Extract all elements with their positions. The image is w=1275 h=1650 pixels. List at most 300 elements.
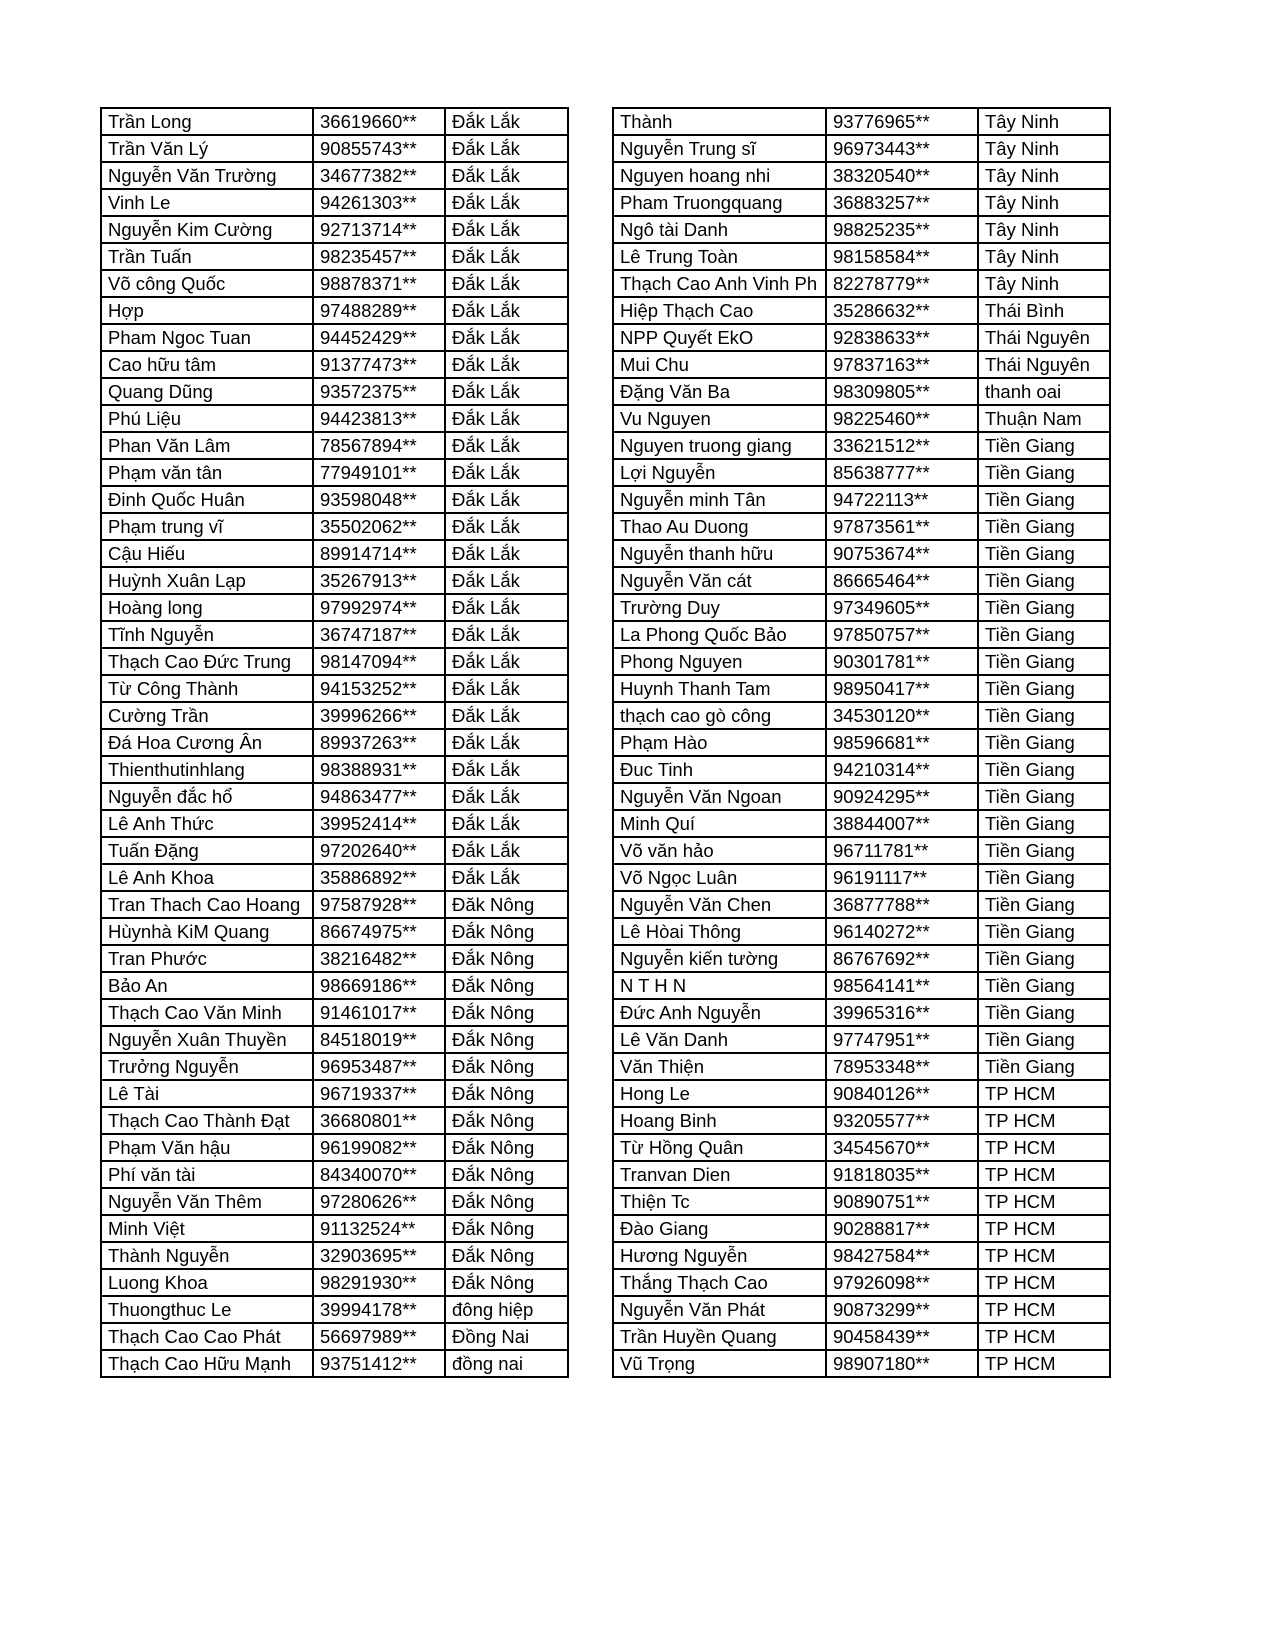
name-cell: Từ Công Thành bbox=[101, 675, 313, 702]
phone-cell: 98825235** bbox=[826, 216, 978, 243]
province-cell: Đắk Nông bbox=[445, 945, 568, 972]
table-row bbox=[613, 513, 1110, 540]
phone-cell: 97587928** bbox=[313, 891, 445, 918]
name-cell: Trường Duy bbox=[613, 594, 826, 621]
phone-cell: 90458439** bbox=[826, 1323, 978, 1350]
name-cell: Phong Nguyen bbox=[613, 648, 826, 675]
phone-cell: 98225460** bbox=[826, 405, 978, 432]
phone-cell: 96953487** bbox=[313, 1053, 445, 1080]
phone-cell: 90288817** bbox=[826, 1215, 978, 1242]
phone-cell: 36883257** bbox=[826, 189, 978, 216]
table-row bbox=[613, 1107, 1110, 1134]
phone-cell: 98907180** bbox=[826, 1350, 978, 1377]
table-row bbox=[101, 432, 568, 459]
table-row bbox=[613, 1242, 1110, 1269]
table-row bbox=[613, 837, 1110, 864]
contact-table-right-body bbox=[613, 108, 1110, 1377]
province-cell: Đắk Lắk bbox=[445, 783, 568, 810]
table-row bbox=[613, 1269, 1110, 1296]
name-cell: Nguyễn thanh hữu bbox=[613, 540, 826, 567]
province-cell: Tây Ninh bbox=[978, 270, 1110, 297]
province-cell: Tiền Giang bbox=[978, 729, 1110, 756]
province-cell: Tiền Giang bbox=[978, 540, 1110, 567]
province-cell: Tiền Giang bbox=[978, 675, 1110, 702]
phone-cell: 97488289** bbox=[313, 297, 445, 324]
province-cell: Đắk Lắk bbox=[445, 459, 568, 486]
province-cell: TP HCM bbox=[978, 1242, 1110, 1269]
table-row bbox=[101, 324, 568, 351]
name-cell: Nguyen hoang nhi bbox=[613, 162, 826, 189]
table-row bbox=[613, 486, 1110, 513]
phone-cell: 97992974** bbox=[313, 594, 445, 621]
name-cell: Vu Nguyen bbox=[613, 405, 826, 432]
phone-cell: 32903695** bbox=[313, 1242, 445, 1269]
province-cell: Đăk Nông bbox=[445, 891, 568, 918]
phone-cell: 97850757** bbox=[826, 621, 978, 648]
province-cell: Đắk Lắk bbox=[445, 189, 568, 216]
phone-cell: 96199082** bbox=[313, 1134, 445, 1161]
name-cell: Thuongthuc Le bbox=[101, 1296, 313, 1323]
phone-cell: 90301781** bbox=[826, 648, 978, 675]
name-cell: Quang Dũng bbox=[101, 378, 313, 405]
name-cell: Lê Trung Toàn bbox=[613, 243, 826, 270]
phone-cell: 91818035** bbox=[826, 1161, 978, 1188]
phone-cell: 96719337** bbox=[313, 1080, 445, 1107]
province-cell: Tiền Giang bbox=[978, 918, 1110, 945]
phone-cell: 96191117** bbox=[826, 864, 978, 891]
table-row bbox=[101, 351, 568, 378]
name-cell: Huynh Thanh Tam bbox=[613, 675, 826, 702]
province-cell: Đắk Lắk bbox=[445, 729, 568, 756]
name-cell: Đức Anh Nguyễn bbox=[613, 999, 826, 1026]
table-row bbox=[613, 756, 1110, 783]
province-cell: Đắk Nông bbox=[445, 1269, 568, 1296]
province-cell: Tiền Giang bbox=[978, 648, 1110, 675]
province-cell: đông hiệp bbox=[445, 1296, 568, 1323]
name-cell: Minh Việt bbox=[101, 1215, 313, 1242]
province-cell: Tiền Giang bbox=[978, 864, 1110, 891]
name-cell: Hiệp Thạch Cao bbox=[613, 297, 826, 324]
table-row bbox=[613, 1134, 1110, 1161]
table-row bbox=[101, 189, 568, 216]
phone-cell: 94452429** bbox=[313, 324, 445, 351]
name-cell: Lê Văn Danh bbox=[613, 1026, 826, 1053]
name-cell: Trần Tuấn bbox=[101, 243, 313, 270]
phone-cell: 77949101** bbox=[313, 459, 445, 486]
phone-cell: 90855743** bbox=[313, 135, 445, 162]
table-row bbox=[613, 1080, 1110, 1107]
phone-cell: 98388931** bbox=[313, 756, 445, 783]
table-row bbox=[613, 999, 1110, 1026]
phone-cell: 56697989** bbox=[313, 1323, 445, 1350]
province-cell: Đắk Nông bbox=[445, 1134, 568, 1161]
table-row bbox=[101, 1350, 568, 1377]
phone-cell: 94722113** bbox=[826, 486, 978, 513]
phone-cell: 82278779** bbox=[826, 270, 978, 297]
table-row bbox=[613, 135, 1110, 162]
table-row bbox=[101, 1161, 568, 1188]
province-cell: TP HCM bbox=[978, 1215, 1110, 1242]
table-row bbox=[101, 1242, 568, 1269]
name-cell: Hợp bbox=[101, 297, 313, 324]
name-cell: Thạch Cao Cao Phát bbox=[101, 1323, 313, 1350]
phone-cell: 91377473** bbox=[313, 351, 445, 378]
province-cell: TP HCM bbox=[978, 1107, 1110, 1134]
table-row bbox=[101, 486, 568, 513]
phone-cell: 93572375** bbox=[313, 378, 445, 405]
province-cell: Tiền Giang bbox=[978, 999, 1110, 1026]
province-cell: Đắk Lắk bbox=[445, 810, 568, 837]
phone-cell: 98669186** bbox=[313, 972, 445, 999]
phone-cell: 98235457** bbox=[313, 243, 445, 270]
phone-cell: 98147094** bbox=[313, 648, 445, 675]
name-cell: Hương Nguyễn bbox=[613, 1242, 826, 1269]
name-cell: Nguyễn Văn Ngoan bbox=[613, 783, 826, 810]
table-row bbox=[613, 1350, 1110, 1377]
name-cell: Phạm văn tân bbox=[101, 459, 313, 486]
province-cell: Đắk Lắk bbox=[445, 270, 568, 297]
province-cell: Tiền Giang bbox=[978, 702, 1110, 729]
table-row bbox=[613, 189, 1110, 216]
province-cell: TP HCM bbox=[978, 1134, 1110, 1161]
name-cell: Đuc Tinh bbox=[613, 756, 826, 783]
province-cell: TP HCM bbox=[978, 1350, 1110, 1377]
province-cell: Đắk Lắk bbox=[445, 648, 568, 675]
table-row bbox=[613, 1026, 1110, 1053]
name-cell: Nguyen truong giang bbox=[613, 432, 826, 459]
name-cell: Minh Quí bbox=[613, 810, 826, 837]
phone-cell: 35267913** bbox=[313, 567, 445, 594]
phone-cell: 97926098** bbox=[826, 1269, 978, 1296]
name-cell: Huỳnh Xuân Lạp bbox=[101, 567, 313, 594]
name-cell: N T H N bbox=[613, 972, 826, 999]
province-cell: Tây Ninh bbox=[978, 162, 1110, 189]
table-row bbox=[101, 783, 568, 810]
province-cell: Đắk Nông bbox=[445, 999, 568, 1026]
phone-cell: 93751412** bbox=[313, 1350, 445, 1377]
province-cell: Tiền Giang bbox=[978, 459, 1110, 486]
phone-cell: 98596681** bbox=[826, 729, 978, 756]
phone-cell: 96711781** bbox=[826, 837, 978, 864]
province-cell: Tây Ninh bbox=[978, 216, 1110, 243]
name-cell: Cậu Hiếu bbox=[101, 540, 313, 567]
name-cell: Đinh Quốc Huân bbox=[101, 486, 313, 513]
phone-cell: 91461017** bbox=[313, 999, 445, 1026]
province-cell: Tiền Giang bbox=[978, 837, 1110, 864]
table-row bbox=[613, 648, 1110, 675]
name-cell: Cường Trần bbox=[101, 702, 313, 729]
phone-cell: 90873299** bbox=[826, 1296, 978, 1323]
table-row bbox=[613, 1215, 1110, 1242]
phone-cell: 39994178** bbox=[313, 1296, 445, 1323]
table-row bbox=[101, 243, 568, 270]
name-cell: Thắng Thạch Cao bbox=[613, 1269, 826, 1296]
province-cell: Tiền Giang bbox=[978, 972, 1110, 999]
phone-cell: 35286632** bbox=[826, 297, 978, 324]
phone-cell: 89937263** bbox=[313, 729, 445, 756]
table-row bbox=[613, 783, 1110, 810]
table-row bbox=[613, 1323, 1110, 1350]
province-cell: thanh oai bbox=[978, 378, 1110, 405]
table-row bbox=[613, 216, 1110, 243]
table-row bbox=[101, 918, 568, 945]
name-cell: Thành Nguyễn bbox=[101, 1242, 313, 1269]
table-row bbox=[101, 999, 568, 1026]
name-cell: Pham Ngoc Tuan bbox=[101, 324, 313, 351]
phone-cell: 93776965** bbox=[826, 108, 978, 135]
table-row bbox=[613, 162, 1110, 189]
name-cell: Cao hữu tâm bbox=[101, 351, 313, 378]
phone-cell: 38320540** bbox=[826, 162, 978, 189]
province-cell: Đắk Lắk bbox=[445, 702, 568, 729]
name-cell: Trần Huyền Quang bbox=[613, 1323, 826, 1350]
province-cell: Tiền Giang bbox=[978, 594, 1110, 621]
name-cell: Đá Hoa Cương Ân bbox=[101, 729, 313, 756]
name-cell: Lê Anh Khoa bbox=[101, 864, 313, 891]
phone-cell: 89914714** bbox=[313, 540, 445, 567]
province-cell: Đồng Nai bbox=[445, 1323, 568, 1350]
name-cell: Nguyễn Văn Trường bbox=[101, 162, 313, 189]
name-cell: Lợi Nguyễn bbox=[613, 459, 826, 486]
table-row bbox=[613, 1053, 1110, 1080]
name-cell: Võ công Quốc bbox=[101, 270, 313, 297]
name-cell: Nguyễn Xuân Thuyền bbox=[101, 1026, 313, 1053]
name-cell: Hoang Binh bbox=[613, 1107, 826, 1134]
province-cell: Đắk Lắk bbox=[445, 162, 568, 189]
name-cell: Từ Hồng Quân bbox=[613, 1134, 826, 1161]
table-row bbox=[101, 702, 568, 729]
province-cell: Đắk Lắk bbox=[445, 756, 568, 783]
province-cell: Đắk Lắk bbox=[445, 540, 568, 567]
province-cell: Tây Ninh bbox=[978, 108, 1110, 135]
phone-cell: 39996266** bbox=[313, 702, 445, 729]
name-cell: Ngô tài Danh bbox=[613, 216, 826, 243]
table-row bbox=[613, 243, 1110, 270]
table-row bbox=[613, 810, 1110, 837]
name-cell: Nguyễn Văn Phát bbox=[613, 1296, 826, 1323]
table-row bbox=[613, 621, 1110, 648]
name-cell: Đào Giang bbox=[613, 1215, 826, 1242]
province-cell: Đắk Lắk bbox=[445, 621, 568, 648]
phone-cell: 97873561** bbox=[826, 513, 978, 540]
table-row bbox=[101, 945, 568, 972]
phone-cell: 85638777** bbox=[826, 459, 978, 486]
table-row bbox=[101, 459, 568, 486]
table-row bbox=[101, 729, 568, 756]
phone-cell: 98950417** bbox=[826, 675, 978, 702]
province-cell: Đắk Nông bbox=[445, 1053, 568, 1080]
name-cell: Lê Hòai Thông bbox=[613, 918, 826, 945]
province-cell: Đắk Lắk bbox=[445, 243, 568, 270]
province-cell: Tiền Giang bbox=[978, 432, 1110, 459]
province-cell: Tiền Giang bbox=[978, 756, 1110, 783]
province-cell: TP HCM bbox=[978, 1296, 1110, 1323]
table-row bbox=[101, 567, 568, 594]
province-cell: Đắk Lắk bbox=[445, 594, 568, 621]
name-cell: Tranvan Dien bbox=[613, 1161, 826, 1188]
province-cell: Thái Nguyên bbox=[978, 351, 1110, 378]
phone-cell: 94261303** bbox=[313, 189, 445, 216]
table-row bbox=[101, 513, 568, 540]
table-row bbox=[101, 621, 568, 648]
name-cell: Trần Văn Lý bbox=[101, 135, 313, 162]
table-row bbox=[613, 972, 1110, 999]
province-cell: TP HCM bbox=[978, 1269, 1110, 1296]
province-cell: Đắk Lắk bbox=[445, 837, 568, 864]
province-cell: Đắk Lắk bbox=[445, 405, 568, 432]
province-cell: Đắk Lắk bbox=[445, 297, 568, 324]
phone-cell: 38844007** bbox=[826, 810, 978, 837]
table-row bbox=[613, 891, 1110, 918]
phone-cell: 90924295** bbox=[826, 783, 978, 810]
province-cell: Đắk Nông bbox=[445, 918, 568, 945]
province-cell: Đắk Lắk bbox=[445, 135, 568, 162]
name-cell: Võ Ngọc Luân bbox=[613, 864, 826, 891]
phone-cell: 78567894** bbox=[313, 432, 445, 459]
name-cell: Tran Phước bbox=[101, 945, 313, 972]
province-cell: Đắk Nông bbox=[445, 1080, 568, 1107]
phone-cell: 36680801** bbox=[313, 1107, 445, 1134]
name-cell: Nguyễn Kim Cường bbox=[101, 216, 313, 243]
table-row bbox=[613, 567, 1110, 594]
table-row bbox=[613, 1188, 1110, 1215]
phone-cell: 36877788** bbox=[826, 891, 978, 918]
province-cell: Đắk Nông bbox=[445, 1026, 568, 1053]
table-row bbox=[613, 297, 1110, 324]
table-row bbox=[613, 405, 1110, 432]
province-cell: Đắk Lắk bbox=[445, 108, 568, 135]
name-cell: Phú Liệu bbox=[101, 405, 313, 432]
province-cell: Tây Ninh bbox=[978, 243, 1110, 270]
table-row bbox=[101, 1188, 568, 1215]
name-cell: Hong Le bbox=[613, 1080, 826, 1107]
name-cell: NPP Quyết EkO bbox=[613, 324, 826, 351]
province-cell: Tiền Giang bbox=[978, 810, 1110, 837]
table-row bbox=[101, 216, 568, 243]
name-cell: Pham Truongquang bbox=[613, 189, 826, 216]
phone-cell: 90890751** bbox=[826, 1188, 978, 1215]
phone-cell: 35502062** bbox=[313, 513, 445, 540]
table-row bbox=[101, 756, 568, 783]
table-row bbox=[101, 1296, 568, 1323]
contact-table-left-body bbox=[101, 108, 568, 1377]
province-cell: Tiền Giang bbox=[978, 486, 1110, 513]
phone-cell: 84518019** bbox=[313, 1026, 445, 1053]
name-cell: Nguyễn kiến tường bbox=[613, 945, 826, 972]
phone-cell: 39952414** bbox=[313, 810, 445, 837]
name-cell: Thiện Tc bbox=[613, 1188, 826, 1215]
province-cell: Đắk Nông bbox=[445, 1188, 568, 1215]
table-row bbox=[101, 1323, 568, 1350]
name-cell: Phan Văn Lâm bbox=[101, 432, 313, 459]
name-cell: Thạch Cao Thành Đạt bbox=[101, 1107, 313, 1134]
province-cell: Thái Nguyên bbox=[978, 324, 1110, 351]
phone-cell: 86767692** bbox=[826, 945, 978, 972]
table-row bbox=[101, 1053, 568, 1080]
name-cell: Võ văn hảo bbox=[613, 837, 826, 864]
table-row bbox=[613, 864, 1110, 891]
province-cell: Thuận Nam bbox=[978, 405, 1110, 432]
phone-cell: 92838633** bbox=[826, 324, 978, 351]
name-cell: Tran Thach Cao Hoang bbox=[101, 891, 313, 918]
table-row bbox=[101, 648, 568, 675]
phone-cell: 38216482** bbox=[313, 945, 445, 972]
phone-cell: 86665464** bbox=[826, 567, 978, 594]
name-cell: Phạm Văn hậu bbox=[101, 1134, 313, 1161]
table-row bbox=[613, 1296, 1110, 1323]
phone-cell: 39965316** bbox=[826, 999, 978, 1026]
province-cell: Thái Bình bbox=[978, 297, 1110, 324]
name-cell: Phạm trung vĩ bbox=[101, 513, 313, 540]
table-row bbox=[101, 1269, 568, 1296]
table-row bbox=[101, 1026, 568, 1053]
name-cell: Nguyễn minh Tân bbox=[613, 486, 826, 513]
table-row bbox=[613, 378, 1110, 405]
phone-cell: 93598048** bbox=[313, 486, 445, 513]
table-row bbox=[613, 918, 1110, 945]
phone-cell: 96140272** bbox=[826, 918, 978, 945]
phone-cell: 33621512** bbox=[826, 432, 978, 459]
table-row bbox=[613, 675, 1110, 702]
phone-cell: 35886892** bbox=[313, 864, 445, 891]
name-cell: Đặng Văn Ba bbox=[613, 378, 826, 405]
table-row bbox=[101, 162, 568, 189]
province-cell: Đắk Nông bbox=[445, 1161, 568, 1188]
name-cell: Trưởng Nguyễn bbox=[101, 1053, 313, 1080]
table-row bbox=[613, 324, 1110, 351]
province-cell: Tiền Giang bbox=[978, 1026, 1110, 1053]
province-cell: Đắk Lắk bbox=[445, 378, 568, 405]
phone-cell: 98158584** bbox=[826, 243, 978, 270]
phone-cell: 86674975** bbox=[313, 918, 445, 945]
table-row bbox=[101, 594, 568, 621]
phone-cell: 98427584** bbox=[826, 1242, 978, 1269]
phone-cell: 90753674** bbox=[826, 540, 978, 567]
table-row bbox=[101, 108, 568, 135]
province-cell: Đắk Nông bbox=[445, 1242, 568, 1269]
name-cell: Thạch Cao Văn Minh bbox=[101, 999, 313, 1026]
table-row bbox=[101, 135, 568, 162]
phone-cell: 84340070** bbox=[313, 1161, 445, 1188]
name-cell: Hùynhà KiM Quang bbox=[101, 918, 313, 945]
province-cell: Đắk Lắk bbox=[445, 216, 568, 243]
table-row bbox=[613, 270, 1110, 297]
province-cell: Đắk Lắk bbox=[445, 675, 568, 702]
table-row bbox=[101, 675, 568, 702]
province-cell: Tiền Giang bbox=[978, 621, 1110, 648]
name-cell: Thạch Cao Anh Vinh Ph bbox=[613, 270, 826, 297]
phone-cell: 94153252** bbox=[313, 675, 445, 702]
table-row bbox=[613, 540, 1110, 567]
phone-cell: 97349605** bbox=[826, 594, 978, 621]
table-row bbox=[101, 297, 568, 324]
phone-cell: 98878371** bbox=[313, 270, 445, 297]
province-cell: Đắk Lắk bbox=[445, 567, 568, 594]
province-cell: Đắk Nông bbox=[445, 972, 568, 999]
phone-cell: 92713714** bbox=[313, 216, 445, 243]
province-cell: Tiền Giang bbox=[978, 945, 1110, 972]
phone-cell: 36747187** bbox=[313, 621, 445, 648]
phone-cell: 97202640** bbox=[313, 837, 445, 864]
phone-cell: 97747951** bbox=[826, 1026, 978, 1053]
province-cell: TP HCM bbox=[978, 1323, 1110, 1350]
name-cell: Nguyễn Văn Thêm bbox=[101, 1188, 313, 1215]
phone-cell: 98291930** bbox=[313, 1269, 445, 1296]
name-cell: Nguyễn Văn cát bbox=[613, 567, 826, 594]
phone-cell: 98564141** bbox=[826, 972, 978, 999]
phone-cell: 90840126** bbox=[826, 1080, 978, 1107]
province-cell: Tiền Giang bbox=[978, 513, 1110, 540]
